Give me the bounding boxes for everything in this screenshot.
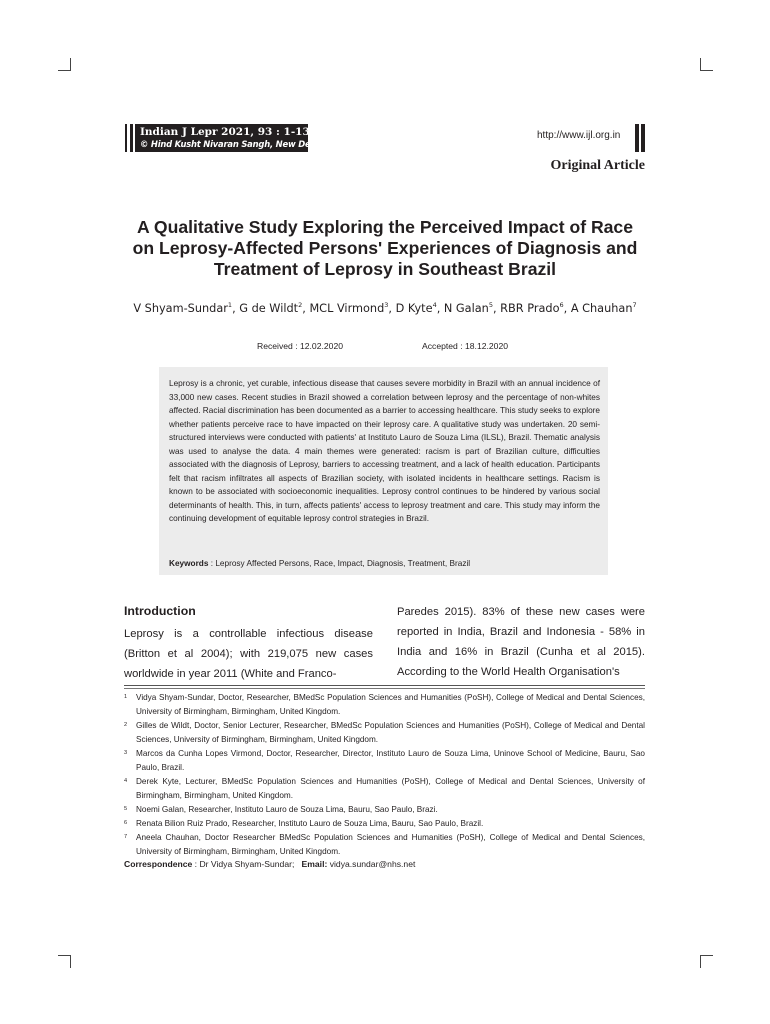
- author: D Kyte$^4$: [395, 301, 437, 315]
- footnote-item: 5 Noemi Galan, Researcher, Instituto Lauro de Souza Lima, Bauru, Sao Paulo, Brazi.: [124, 805, 438, 814]
- abstract-text: Leprosy is a chronic, yet curable, infectious disease that causes severe morbidity in Brazil with an annual incidence of 33,000 new cases. Recent studies in Brazil showed a correlation between leprosy and the percentage of non-whites affected. Racial discrimination has been documented as a barrier to accessing healthcare. This study seeks to explore whether patients perceive race to have impacted on their leprosy care. A qualitative study was undertaken. 20 semi-structured interviews were conducted with patients' at Instituto Lauro de Souza Lima (ILSL), Brazil. Thematic analysis was used to analyse the data. 4 main themes were generated: racism is part of Brazilian culture, difficulties associated with the diagnosis of Leprosy, barriers to accessing treatment, and a lack of health education. Participants felt that racism infiltrates all aspects of Brazilian society, with isolated incidents in healthcare settings. Racism is known to be associated with socioeconomic inequalities. Leprosy control continues to be hindered by various social determinants of health. This, in turn, affects patients' access to leprosy treatment and care. This study may inform the continuing development of equitable leprosy control strategies in Brazil.: [169, 379, 600, 523]
- footnote-item: 1 Vidya Shyam-Sundar, Doctor, Researcher, BMedSc Population Sciences and Humanities (PoSH), College of Medical and Dental Sciences, University of Birmingham, Birmingham, United Kingdom.: [124, 693, 645, 716]
- received-date: Received : 12.02.2020: [257, 341, 344, 351]
- article-type: Original Article: [550, 158, 645, 173]
- footnote-rule-thin: [124, 688, 645, 689]
- crop-mark-bottom-left: [58, 955, 71, 968]
- publisher-line: © Hind Kusht Nivaran Sangh, New Delhi: [140, 139, 322, 149]
- author: G de Wildt$^2$: [239, 301, 303, 315]
- title-line: Treatment of Leprosy in Southeast Brazil: [213, 259, 557, 279]
- keywords-text: : Leprosy Affected Persons, Race, Impact, Diagnosis, Treatment, Brazil: [208, 559, 471, 568]
- author: RBR Prado$^6$: [500, 301, 564, 315]
- email-address[interactable]: vidya.sundar@nhs.net: [327, 859, 416, 869]
- title-line: on Leprosy-Affected Persons' Experiences of Diagnosis and: [132, 238, 638, 258]
- title-line: A Qualitative Study Exploring the Perceived Impact of Race: [136, 217, 634, 237]
- footnote-rule: [124, 685, 645, 686]
- author: MCL Virmond$^3$: [309, 301, 389, 315]
- footnote-item: 2 Gilles de Wildt, Doctor, Senior Lecturer, Researcher, BMedSc Population Sciences and Humanities (PoSH), College of Medical and Dental Sciences, University of Birmingham, Birmingham, United Kingdom.: [124, 721, 645, 744]
- body-column-right: Paredes 2015). 83% of these new cases were reported in India, Brazil and Indonesia - 58% in India and 16% in Brazil (Cunha et al 2015). According to the World Health Organisation's: [397, 606, 645, 678]
- keywords: [169, 559, 470, 568]
- footnote-item: 4 Derek Kyte, Lecturer, BMedSc Population Sciences and Humanities (PoSH), College of Medical and Dental Sciences, University of Birmingham, Birmingham, United Kingdom.: [124, 777, 645, 800]
- header-rule-right: [635, 124, 639, 152]
- journal-header-bar: [125, 124, 322, 152]
- crop-mark-bottom-right: [700, 955, 713, 968]
- footnote-item: 3 Marcos da Cunha Lopes Virmond, Doctor, Researcher, Director, Instituto Lauro de Souza Lima, Uninove School of Medicine, Bauru, Sao Paulo, Brazil.: [124, 749, 645, 772]
- body-column-left: Leprosy is a controllable infectious disease (Britton et al 2004); with 219,075 new cases worldwide in year 2011 (White and Franco-: [124, 628, 373, 680]
- header-rule-right-2: [641, 124, 645, 152]
- article-title: [110, 217, 660, 280]
- abstract-box: [159, 367, 608, 575]
- footnote-item: 7 Aneela Chauhan, Doctor Researcher BMedSc Population Sciences and Humanities (PoSH), College of Medical and Dental Sciences, University of Birmingham, Birmingham, United Kingdom.: [124, 833, 645, 856]
- author: A Chauhan$^7$: [570, 301, 637, 315]
- author: N Galan$^5$: [443, 301, 493, 315]
- crop-mark-top-right: [700, 58, 713, 71]
- author-list: V Shyam-Sundar$^1$, G de Wildt$^2$, MCL Virmond$^3$, D Kyte$^4$, N Galan$^5$, RBR Prado$^6$, A Chauhan$^7$: [133, 301, 637, 315]
- correspondence-line: [124, 859, 415, 869]
- email-label: Email:: [301, 859, 328, 869]
- journal-url[interactable]: http://www.ijl.org.in: [537, 130, 621, 141]
- journal-citation: Indian J Lepr 2021, 93 : 1-13: [140, 126, 310, 138]
- accepted-date: Accepted : 18.12.2020: [422, 341, 509, 351]
- correspondence-label: Correspondence: [124, 859, 193, 869]
- footnote-item: 6 Renata Bilion Ruiz Prado, Researcher, Instituto Lauro de Souza Lima, Bauru, Sao Paulo, Brazil.: [124, 819, 484, 828]
- article-dates: [257, 341, 509, 351]
- author: V Shyam-Sundar$^1$: [133, 301, 233, 315]
- keywords-label: Keywords: [169, 559, 209, 568]
- correspondence-name: : Dr Vidya Shyam-Sundar;: [192, 859, 295, 869]
- crop-mark-top-left: [58, 58, 71, 71]
- affiliation-footnotes: [124, 691, 645, 859]
- section-heading-introduction: Introduction: [124, 604, 196, 618]
